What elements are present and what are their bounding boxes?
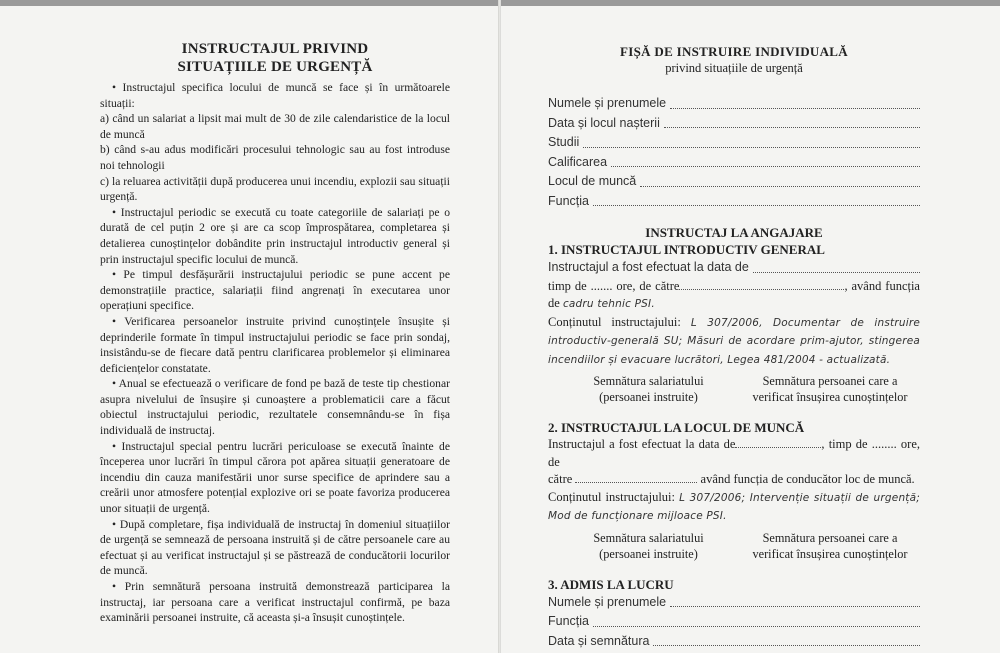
- handwritten-function: cadru tehnic PSI.: [562, 298, 655, 310]
- s1-signatures: [548, 373, 920, 405]
- field-workplace[interactable]: Locul de muncă: [548, 172, 920, 192]
- book-spine: [498, 0, 501, 653]
- s2-content: Conținutul instructajului: L 307/2006; Intervenție situații de urgență; Mod de funcționare mijloace PSI.: [548, 489, 920, 522]
- section-2-heading: 2. INSTRUCTAJUL LA LOCUL DE MUNCĂ: [548, 420, 805, 435]
- paragraph: • Pe timpul desfășurării instructajului periodic se pune accent pe demonstrațiile practice, salariații fiind angrenați în executarea unor operațiuni specifice.: [100, 267, 450, 314]
- paragraph: b) când s-au adus modificări procesului tehnologic sau au fost introduse noi tehnologii: [100, 143, 450, 172]
- field-name[interactable]: Numele și prenumele: [548, 94, 920, 114]
- signature-trainee[interactable]: Semnătura salariatului (persoanei instruite): [593, 374, 704, 404]
- s3-date-signature-field[interactable]: Data și semnătura: [548, 632, 920, 652]
- paragraph: • Prin semnătură persoana instruită demonstrează participarea la instructaj, iar persoana care a verificat instructajul confirmă, pe baza examinării persoanei instruite, că aceasta și-a însușit cunoștințele.: [100, 579, 450, 626]
- paragraph: • Verificarea persoanelor instruite privind cunoștințele însușite și deprinderile formate în timpul instructajului periodic se face prin sondaj, insistându-se de fiecare dată pentru clarificarea problemelor și eliminarea deficiențelor constatate.: [100, 314, 450, 376]
- paragraph: c) la reluarea activității după producerea unui incendiu, explozii sau situații urgență.: [100, 174, 450, 204]
- field-function[interactable]: Funcția: [548, 192, 920, 212]
- s2-date-line: Instructajul a fost efectuat la data de , timp de ........ ore, de: [548, 437, 920, 469]
- section-3-heading: 3. ADMIS LA LUCRU: [548, 576, 674, 592]
- s1-date-line[interactable]: Instructajul a fost efectuat la data de: [548, 258, 920, 278]
- signature-verifier[interactable]: Semnătura persoanei care a verificat însușirea cunoștințelor: [752, 374, 908, 404]
- s1-time-line: timp de ....... ore, de către , având funcția de cadru tehnic PSI.: [548, 278, 920, 310]
- s3-function-field[interactable]: Funcția: [548, 612, 920, 632]
- handwritten-content: L 307/2006, Documentar de instruire introductiv-generală SU; Măsuri de acordare prim-ajutor, stingerea incendiilor și evacuare lucrători, Legea 481/2004 - actualizată.: [548, 316, 921, 366]
- paragraph: • Anual se efectuează o verificare de fond pe bază de teste tip chestionar asupra nivelului de însușire și cunoaștere a problematicii care a făcut obiectul instructajului periodic, rezultatele consemnându-se în fișa individuală de instructaj.: [100, 376, 450, 438]
- s2-signatures: [548, 530, 920, 562]
- signature-trainee[interactable]: Semnătura salariatului (persoanei instruite): [593, 530, 704, 561]
- s1-content: Conținutul instructajului: L 307/2006, Documentar de instruire introductiv-generală SU; Măsuri de acordare prim-ajutor, stingerea incendiilor și evacuare lucrători, Legea 481/2004 - actualizată.: [548, 314, 921, 366]
- section-hiring-title: INSTRUCTAJ LA ANGAJARE: [645, 225, 823, 240]
- paragraph: • Instructajul specifica locului de muncă se face și în următoarele situații:: [100, 80, 450, 111]
- left-page: [100, 40, 450, 626]
- s3-name-field[interactable]: Numele și prenumele: [548, 593, 920, 613]
- paragraph: • Instructajul special pentru lucrări periculoase se execută înainte de începerea unor lucrări în timpul cărora pot apărea situații generatoare de incendiu din cauza manifestării unor surse specifice de aprindere sau a creării unor atmosfere potențial explozive ori se poate favoriza producerea unor situații de urgență.: [100, 439, 450, 517]
- paragraph: a) când un salariat a lipsit mai mult de 30 de zile calendaristice de la locul de muncă: [100, 112, 450, 141]
- signature-verifier[interactable]: Semnătura persoanei care a verificat însușirea cunoștințelor: [752, 530, 908, 561]
- paragraph: • Instructajul periodic se execută cu toate categoriile de salariați pe o durată de cel puțin 2 ore și are ca scop împrospătarea, completarea și detalierea cunoștințelor dobândite prin instructajul introductiv general și prin instructajul specific locului de muncă.: [100, 205, 450, 267]
- left-page-title: INSTRUCTAJUL PRIVIND SITUAȚIILE DE URGENȚĂ: [177, 41, 373, 75]
- form-subtitle: privind situațiile de urgență: [665, 61, 803, 75]
- right-page: [548, 40, 920, 651]
- paragraph: • După completare, fișa individuală de instructaj în domeniul situațiilor de urgență se semnează de persoana instruită și de către persoanele care au efectuat și au verificat instructajul și se păstrează de conducătorii locurilor de muncă.: [100, 517, 450, 579]
- field-qualification[interactable]: Calificarea: [548, 153, 920, 173]
- form-title: FIȘĂ DE INSTRUIRE INDIVIDUALĂ: [620, 44, 848, 59]
- field-birth[interactable]: Data și locul nașterii: [548, 114, 920, 134]
- s2-by-line: către având funcția de conducător loc de muncă.: [548, 472, 915, 486]
- field-studies[interactable]: Studii: [548, 133, 920, 153]
- handwritten-content: L 307/2006; Intervenție situații de urgență; Mod de funcționare mijloace PSI.: [548, 491, 920, 522]
- section-1-heading: 1. INSTRUCTAJUL INTRODUCTIV GENERAL: [548, 242, 825, 257]
